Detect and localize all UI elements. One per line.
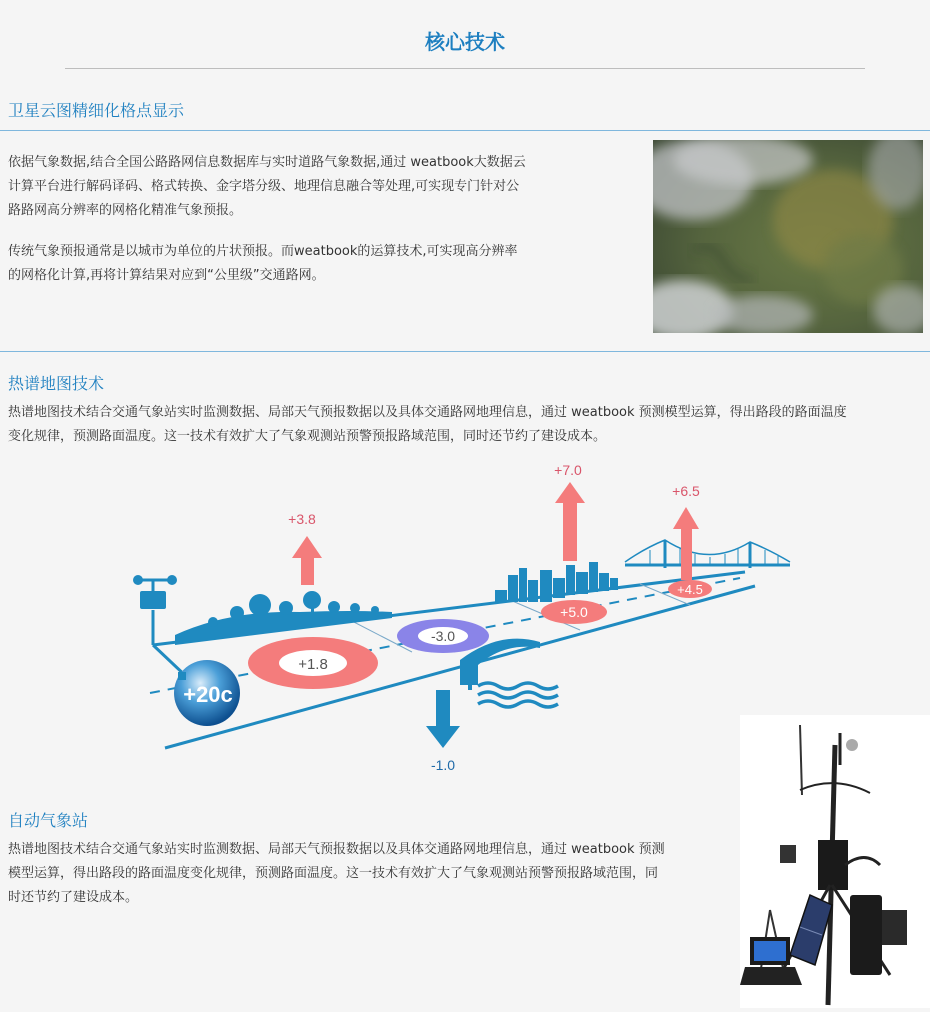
segment-label: +5.0 bbox=[560, 604, 588, 620]
arrow-value: +7.0 bbox=[554, 462, 582, 478]
arrow-down-icon bbox=[426, 690, 460, 773]
text-line: 计算平台进行解码译码、格式转换、金字塔分级、地理信息融合等处理,可实现专门针对公 bbox=[8, 179, 520, 194]
segment-warm-2 bbox=[541, 600, 607, 624]
text-line: 路路网高分辨率的网格化精准气象预报。 bbox=[8, 203, 243, 218]
wind-vane-icon bbox=[133, 575, 190, 680]
satellite-cloud-image bbox=[653, 140, 923, 333]
satellite-description bbox=[8, 151, 526, 223]
arrow-value: +6.5 bbox=[672, 483, 700, 499]
segment-label: -3.0 bbox=[430, 628, 456, 644]
ambient-temperature: +20c bbox=[183, 682, 233, 707]
page-title: 核心技术 bbox=[425, 30, 505, 54]
heatmap-description bbox=[8, 401, 847, 449]
suspension-bridge-icon bbox=[625, 540, 790, 568]
text-line: 时还节约了建设成本。 bbox=[8, 890, 139, 905]
section-divider bbox=[0, 130, 930, 131]
text-line: 模型运算，得出路段的路面温度变化规律，预测路面温度。这一技术有效扩大了气象观测站预警预报路域范围，同 bbox=[8, 866, 659, 881]
text-line: 的网格化计算,再将计算结果对应到“公里级”交通路网。 bbox=[8, 268, 325, 283]
section-divider bbox=[0, 351, 930, 352]
temperature-globe bbox=[174, 660, 240, 726]
water-waves-icon bbox=[478, 683, 558, 707]
arrow-up-icon bbox=[288, 511, 322, 585]
segment-cold-1 bbox=[397, 619, 489, 653]
weather-station-image bbox=[740, 715, 930, 1008]
segment-warm-3 bbox=[668, 580, 712, 598]
segment-label: +1.8 bbox=[298, 656, 328, 673]
section-title-weather-station: 自动气象站 bbox=[8, 811, 89, 830]
text-line: 热谱地图技术结合交通气象站实时监测数据、局部天气预报数据以及具体交通路网地理信息，通过 weatbook 预测模型运算，得出路段的路面温度 bbox=[8, 405, 847, 420]
city-skyline-icon bbox=[495, 562, 618, 602]
text-line: 依据气象数据,结合全国公路路网信息数据库与实时道路气象数据,通过 weatbook大数据云 bbox=[8, 155, 526, 170]
segment-warm-1 bbox=[248, 637, 378, 689]
section-title-heatmap: 热谱地图技术 bbox=[8, 374, 105, 393]
text-line: 热谱地图技术结合交通气象站实时监测数据、局部天气预报数据以及具体交通路网地理信息，通过 weatbook 预测 bbox=[8, 842, 665, 857]
text-line: 变化规律，预测路面温度。这一技术有效扩大了气象观测站预警预报路域范围，同时还节约了建设成本。 bbox=[8, 429, 607, 444]
road-outline bbox=[150, 572, 755, 748]
section-title-satellite: 卫星云图精细化格点显示 bbox=[8, 101, 185, 120]
text-line: 传统气象预报通常是以城市为单位的片状预报。而weatbook的运算技术,可实现高分辨率 bbox=[8, 244, 518, 259]
arrow-value: +3.8 bbox=[288, 511, 316, 527]
weather-station-description bbox=[8, 838, 665, 910]
arrow-up-icon bbox=[554, 462, 585, 561]
title-divider bbox=[65, 68, 865, 69]
arrow-value: -1.0 bbox=[430, 757, 456, 773]
satellite-description-2 bbox=[8, 240, 518, 288]
segment-label: +4.5 bbox=[677, 582, 703, 597]
trees-icon bbox=[175, 591, 392, 645]
